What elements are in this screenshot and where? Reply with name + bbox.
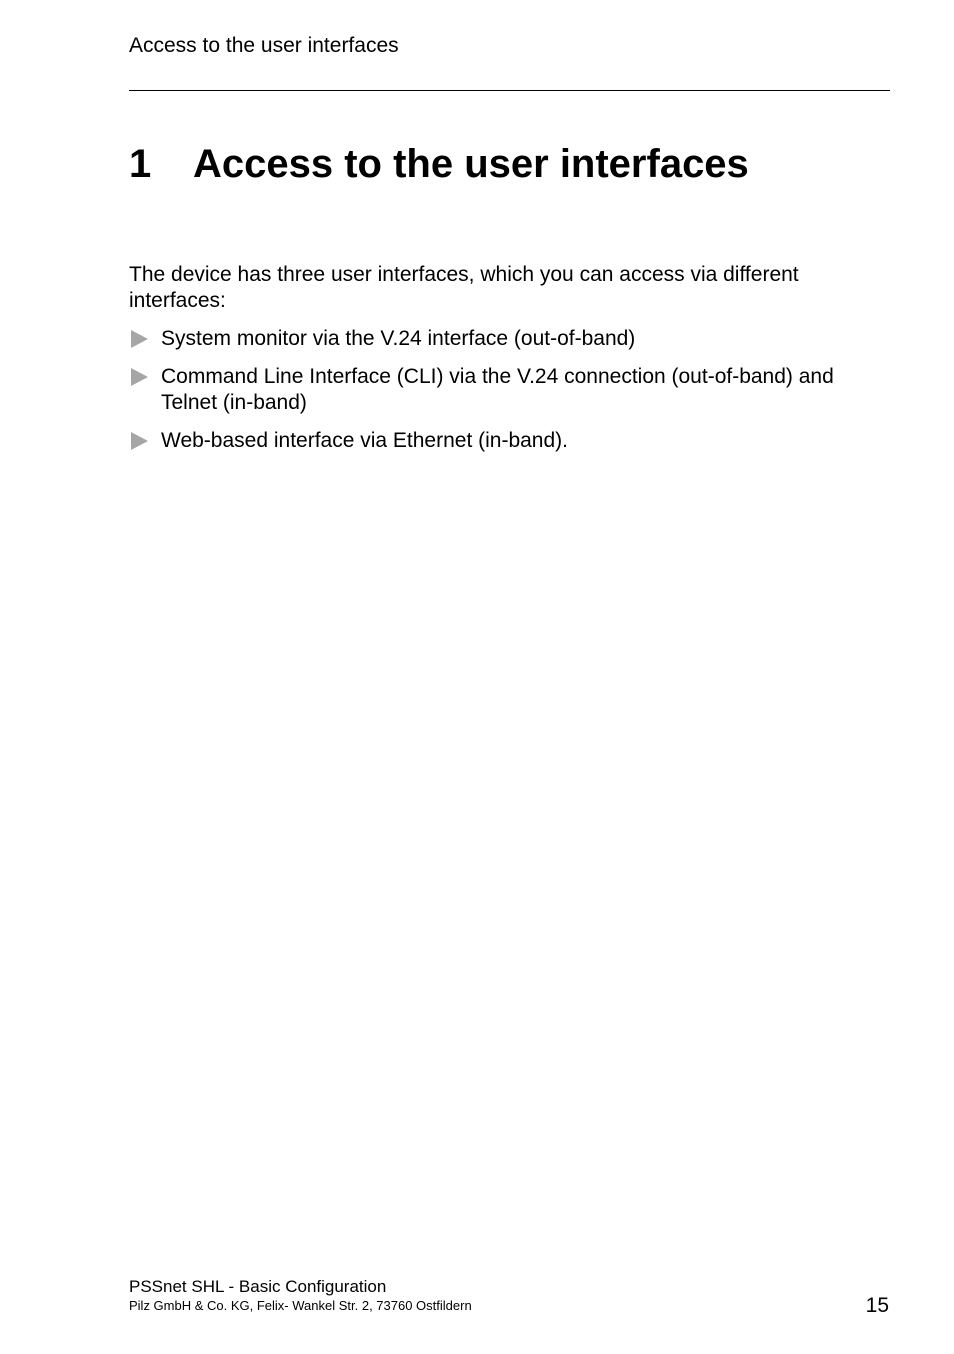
triangle-bullet-icon (131, 368, 148, 386)
list-item (129, 326, 890, 352)
page-number: 15 (865, 1294, 889, 1317)
footer-address: Pilz GmbH & Co. KG, Felix- Wankel Str. 2, 73760 Ostfildern (129, 1298, 472, 1313)
chapter-heading (129, 138, 749, 190)
running-header: Access to the user interfaces (129, 34, 399, 57)
footer-document-title: PSSnet SHL - Basic Configuration (129, 1277, 387, 1296)
chapter-number: 1 (129, 142, 152, 186)
list-item-text: Web-based interface via Ethernet (in-band). (161, 429, 568, 452)
list-item-text: System monitor via the V.24 interface (out-of-band) (161, 327, 636, 350)
list-item-text: Command Line Interface (CLI) via the V.24 connection (out-of-band) and Telnet (in-band) (161, 365, 834, 414)
intro-paragraph: The device has three user interfaces, which you can access via different interfaces: (129, 263, 799, 312)
header-divider (129, 90, 890, 91)
list-item (129, 428, 890, 454)
triangle-bullet-icon (131, 432, 148, 450)
list-item (129, 364, 890, 416)
chapter-title: Access to the user interfaces (193, 142, 749, 186)
interface-list (129, 326, 890, 466)
triangle-bullet-icon (131, 330, 148, 348)
